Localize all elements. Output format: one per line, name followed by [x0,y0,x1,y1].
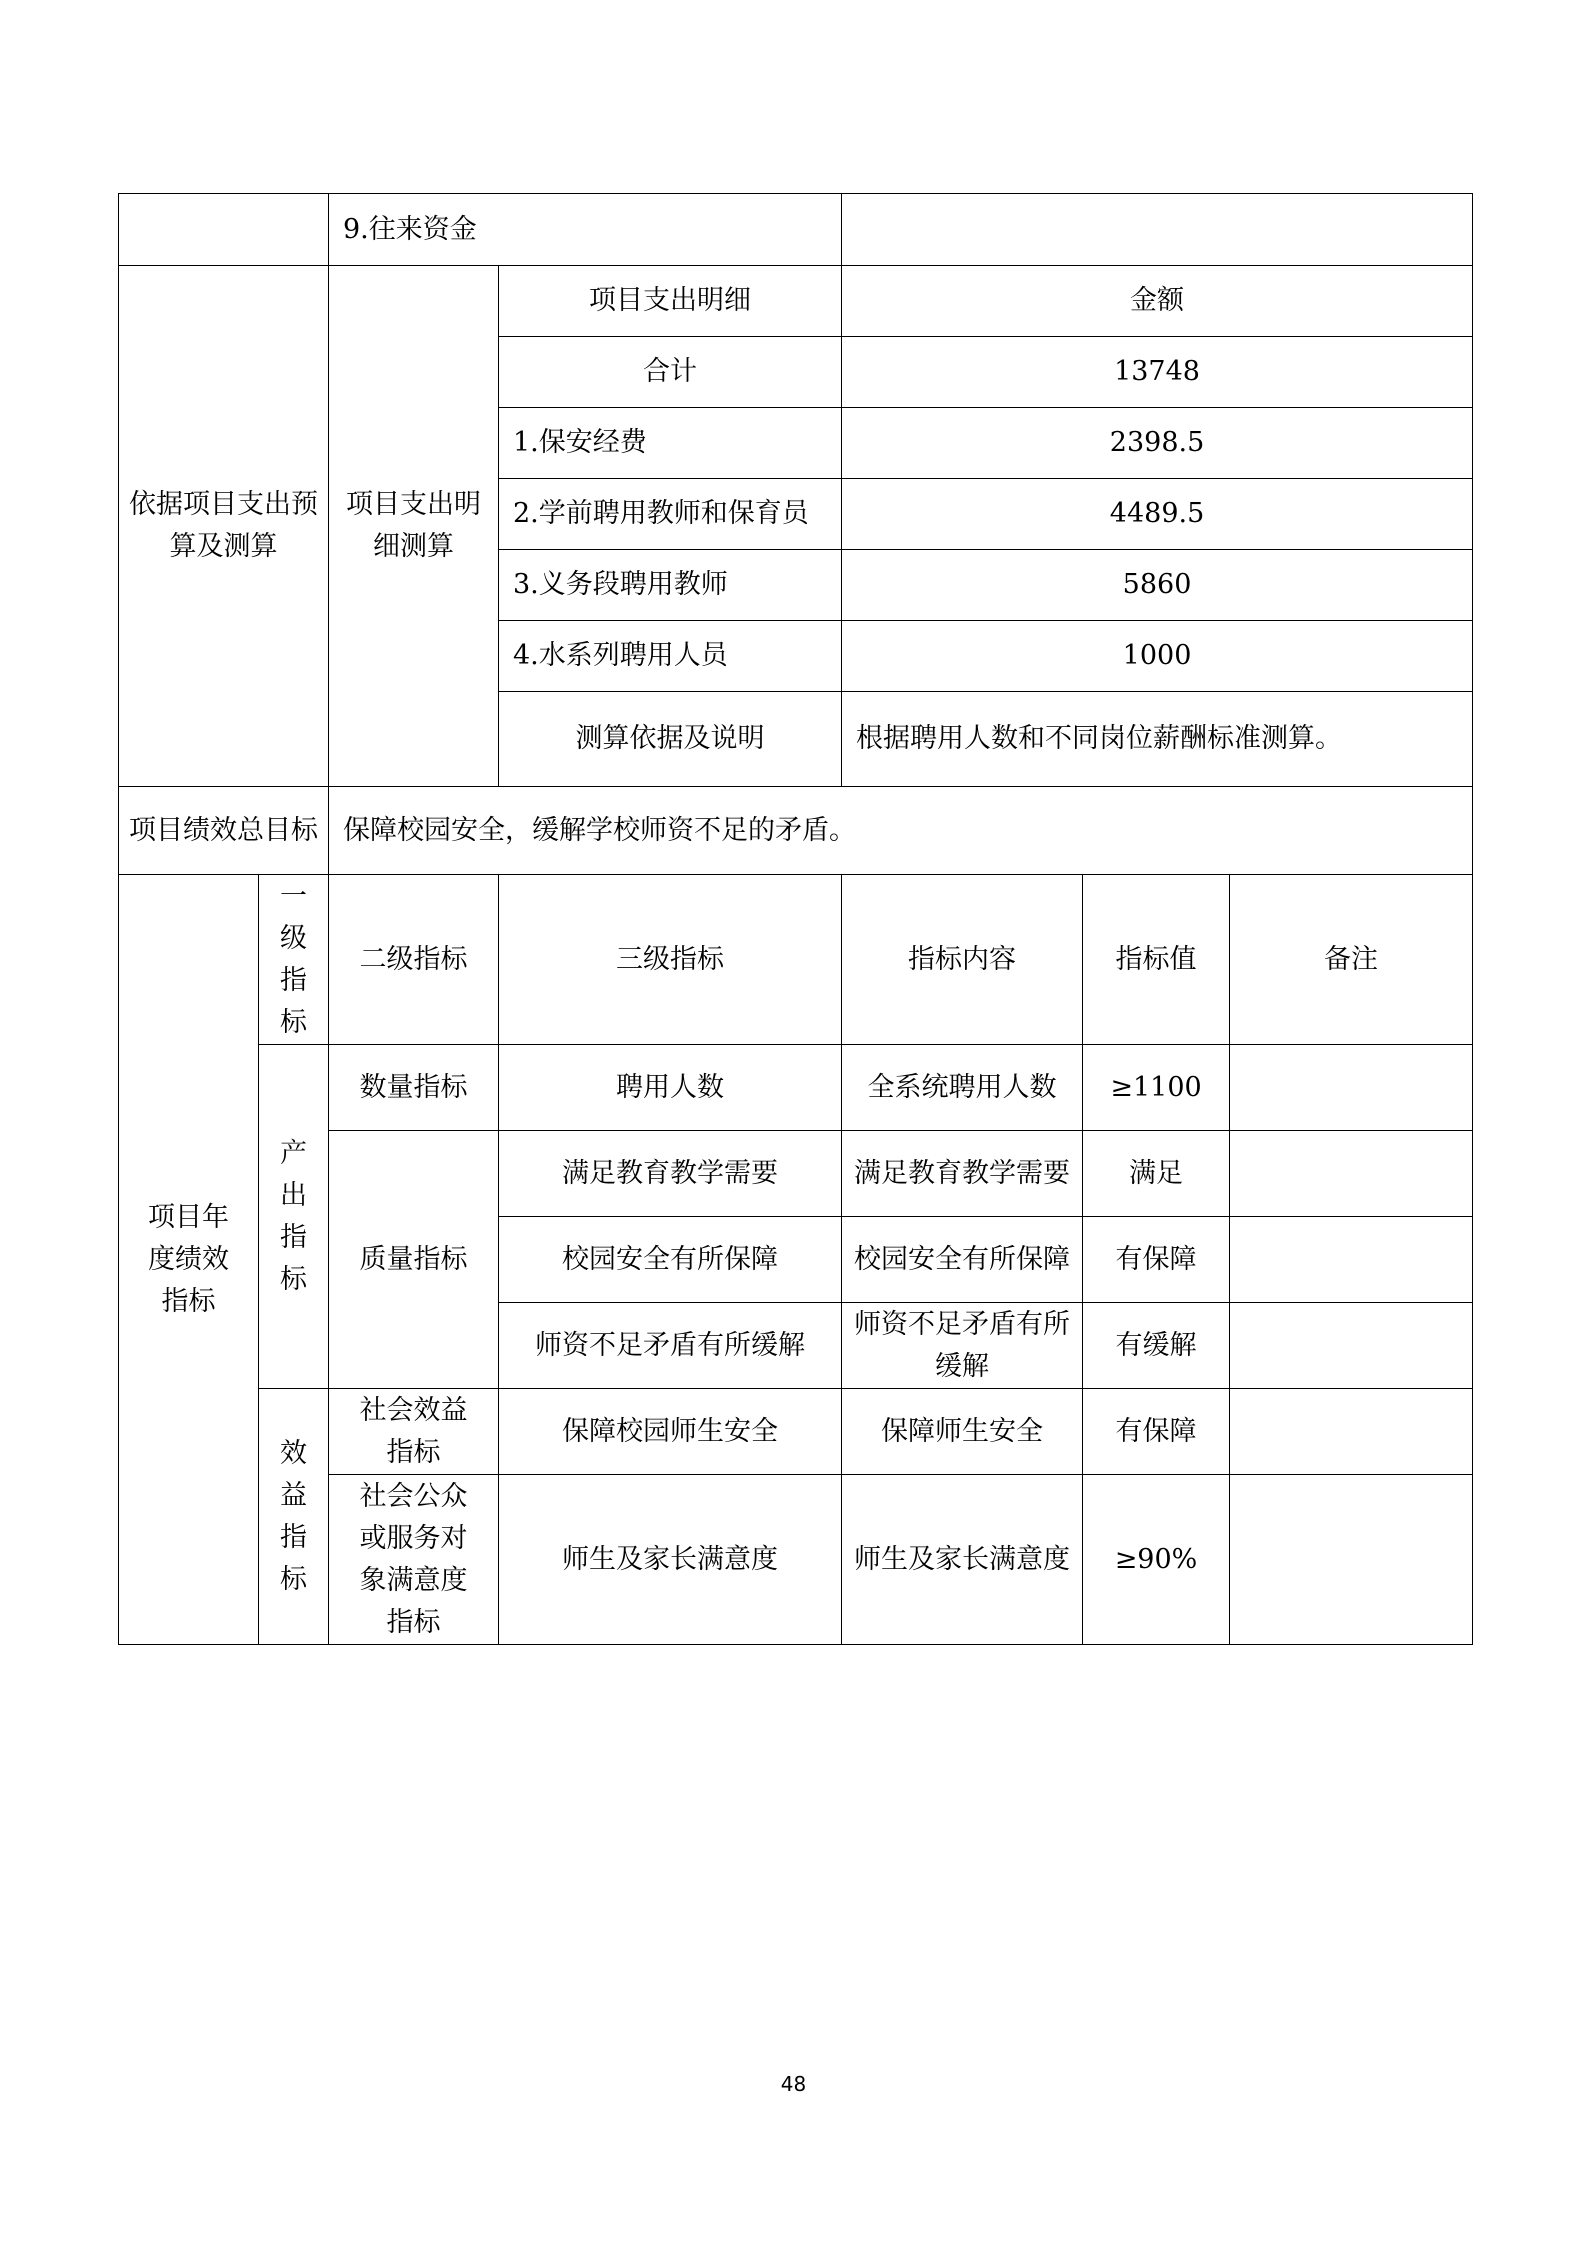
row-budget-header [119,266,1473,337]
header-amount: 金额 [842,266,1473,337]
detail-name: 1.保安经费 [499,408,842,479]
indicator-content: 师生及家长满意度 [842,1475,1083,1645]
benefit-indicators-label: 效益指标 [259,1389,329,1645]
item-funds-transfer: 9.往来资金 [329,194,842,266]
satisfaction-label: 社会公众或服务对象满意度指标 [329,1475,499,1645]
basis-text: 根据聘用人数和不同岗位薪酬标准测算。 [842,692,1473,787]
budget-performance-table [118,193,1473,1645]
detail-amount: 4489.5 [842,479,1473,550]
indicator-content: 师资不足矛盾有所缓解 [842,1303,1083,1389]
page-number: 48 [780,2072,807,2096]
overall-goal-label: 项目绩效总目标 [119,787,329,875]
detail-amount: 5860 [842,550,1473,621]
detail-name: 3.义务段聘用教师 [499,550,842,621]
indicator-level3: 聘用人数 [499,1045,842,1131]
indicator-level3: 保障校园师生安全 [499,1389,842,1475]
indicator-remark [1230,1045,1473,1131]
budget-sub-label: 项目支出明细测算 [329,266,499,787]
indicator-remark [1230,1389,1473,1475]
indicator-value: 满足 [1083,1131,1230,1217]
indicator-content: 保障师生安全 [842,1389,1083,1475]
annual-indicators-label: 项目年度绩效指标 [119,875,259,1645]
header-content: 指标内容 [842,875,1083,1045]
indicator-value: 有保障 [1083,1217,1230,1303]
budget-section-label: 依据项目支出预算及测算 [119,266,329,787]
indicator-value: ≥90% [1083,1475,1230,1645]
social-benefit-label: 社会效益指标 [329,1389,499,1475]
indicator-content: 全系统聘用人数 [842,1045,1083,1131]
quantity-indicators-label: 数量指标 [329,1045,499,1131]
detail-name: 4.水系列聘用人员 [499,621,842,692]
indicator-level3: 满足教育教学需要 [499,1131,842,1217]
quality-indicators-label: 质量指标 [329,1131,499,1389]
row-funds-transfer [119,194,1473,266]
indicator-level3: 师资不足矛盾有所缓解 [499,1303,842,1389]
indicator-remark [1230,1475,1473,1645]
indicator-value: 有缓解 [1083,1303,1230,1389]
row-overall-goal [119,787,1473,875]
indicator-content: 满足教育教学需要 [842,1131,1083,1217]
indicator-remark [1230,1217,1473,1303]
value-funds-transfer [842,194,1473,266]
indicator-remark [1230,1131,1473,1217]
detail-amount: 2398.5 [842,408,1473,479]
basis-label: 测算依据及说明 [499,692,842,787]
header-detail: 项目支出明细 [499,266,842,337]
detail-name: 2.学前聘用教师和保育员 [499,479,842,550]
row-indicator-quantity [119,1045,1473,1131]
row-indicator-social [119,1389,1473,1475]
overall-goal-text: 保障校园安全，缓解学校师资不足的矛盾。 [329,787,1473,875]
detail-name: 合计 [499,337,842,408]
header-remark: 备注 [1230,875,1473,1045]
indicator-level3: 师生及家长满意度 [499,1475,842,1645]
blank-cell [119,194,329,266]
budget-performance-table-container [118,193,1472,1645]
header-level1: 一级指标 [259,875,329,1045]
indicator-content: 校园安全有所保障 [842,1217,1083,1303]
indicator-value: ≥1100 [1083,1045,1230,1131]
indicator-value: 有保障 [1083,1389,1230,1475]
detail-amount: 1000 [842,621,1473,692]
indicator-level3: 校园安全有所保障 [499,1217,842,1303]
output-indicators-label: 产出指标 [259,1045,329,1389]
header-level3: 三级指标 [499,875,842,1045]
detail-amount: 13748 [842,337,1473,408]
indicator-remark [1230,1303,1473,1389]
header-value: 指标值 [1083,875,1230,1045]
row-indicator-header [119,875,1473,1045]
header-level2: 二级指标 [329,875,499,1045]
